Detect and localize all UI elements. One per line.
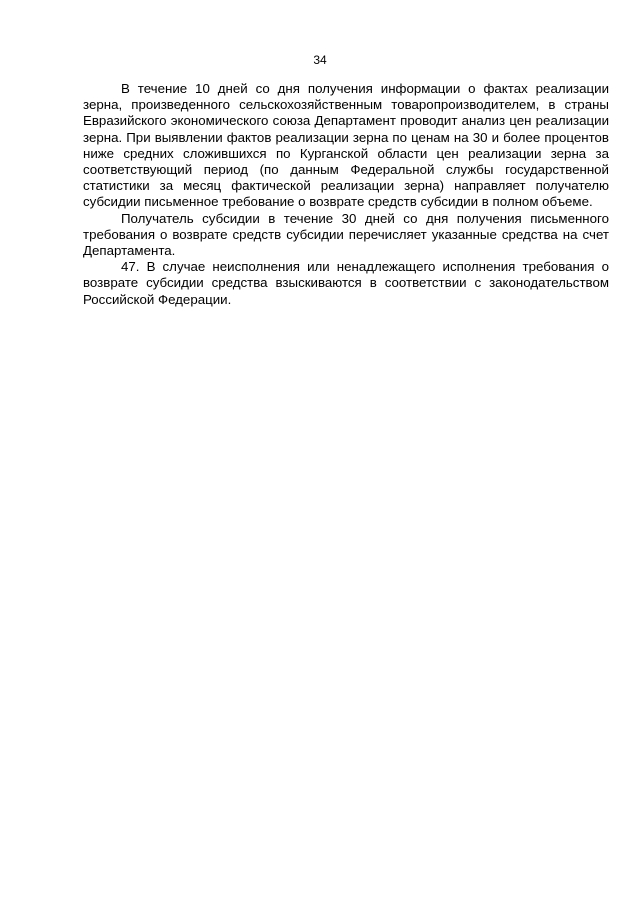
paragraph-item-47: 47. В случае неисполнения или ненадлежащего исполнения требования о возврате субсидии средства взыскиваются в соответствии с законодательством Российской Федерации.	[83, 259, 609, 307]
document-body	[83, 81, 609, 308]
paragraph-grain-price-analysis: В течение 10 дней со дня получения информации о фактах реализации зерна, произведенного сельскохозяйственным товаропроизводителем, в страны Евразийского экономического союза Департамент проводит анализ цен реализации зерна. При выявлении фактов реализации зерна по ценам на 30 и более процентов ниже средних сложившихся по Курганской области цен реализации зерна за соответствующий период (по данным Федеральной службы государственной статистики за месяц фактической реализации зерна) направляет получателю субсидии письменное требование о возврате средств субсидии в полном объеме.	[83, 81, 609, 210]
paragraph-subsidy-refund: Получатель субсидии в течение 30 дней со дня получения письменного требования о возврате средств субсидии перечисляет указанные средства на счет Департамента.	[83, 210, 609, 259]
page-number: 34	[313, 53, 327, 67]
